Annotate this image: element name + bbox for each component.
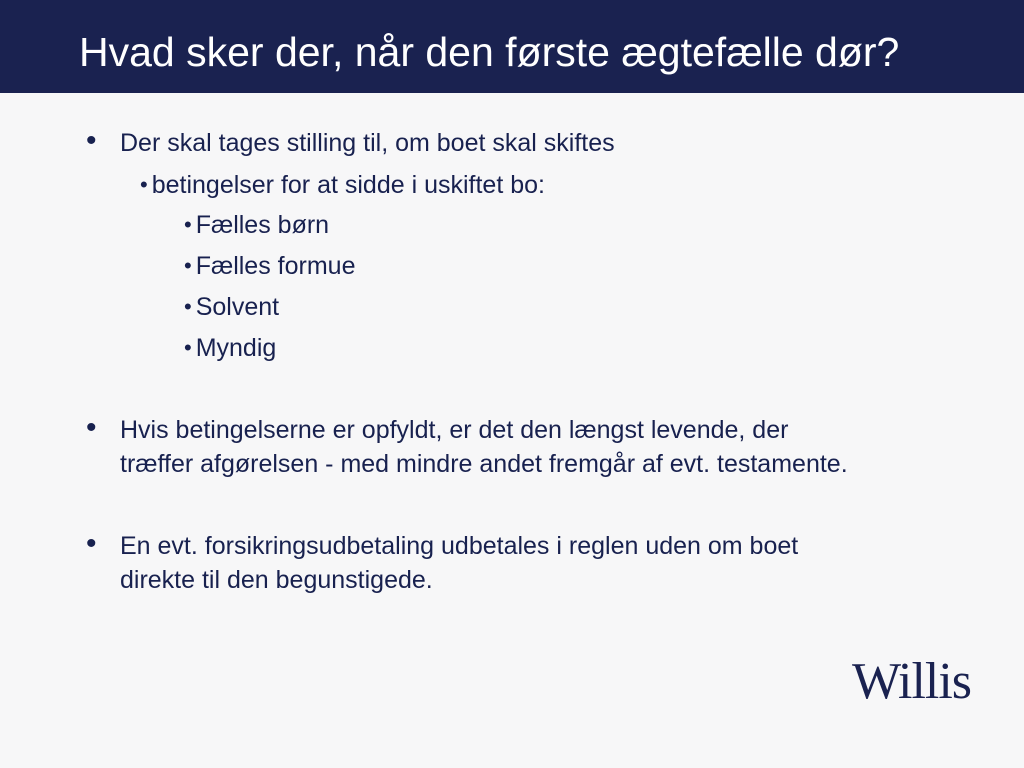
- bullet-dot-icon: •: [86, 527, 97, 560]
- sub-sub-bullet-dot-icon: •: [184, 212, 192, 237]
- sub-sub-bullet-item: [184, 249, 355, 284]
- bullet-item-1: [86, 124, 615, 160]
- sub-sub-bullet-text: Myndig: [195, 334, 277, 362]
- sub-sub-bullet-dot-icon: •: [184, 294, 192, 319]
- sub-sub-bullet-dot-icon: •: [184, 335, 192, 360]
- bullet-text: Der skal tages stilling til, om boet skal skiftes: [120, 129, 615, 157]
- bullet-item-3: [86, 527, 799, 597]
- title-bar: [0, 0, 1024, 93]
- sub-sub-bullet-item: [184, 331, 276, 366]
- bullet-dot-icon: •: [86, 411, 97, 444]
- bullet-item-2: [86, 411, 848, 481]
- willis-logo: Willis: [852, 653, 972, 710]
- bullet-text-line: direkte til den begunstigede.: [120, 566, 433, 594]
- bullet-dot-icon: •: [86, 124, 97, 157]
- sub-bullet-dot-icon: •: [140, 172, 148, 197]
- slide-title: Hvad sker der, når den første ægtefælle dør?: [79, 29, 900, 75]
- sub-bullet-text: betingelser for at sidde i uskiftet bo:: [151, 171, 545, 199]
- sub-sub-bullet-text: Fælles formue: [195, 252, 356, 280]
- bullet-text-line: Hvis betingelserne er opfyldt, er det den længst levende, der: [120, 416, 789, 444]
- bullet-text-line: træffer afgørelsen - med mindre andet fremgår af evt. testamente.: [120, 450, 848, 478]
- sub-sub-bullet-text: Solvent: [195, 293, 280, 321]
- sub-bullet-item: [140, 168, 545, 203]
- sub-sub-bullet-item: [184, 290, 279, 325]
- sub-sub-bullet-text: Fælles børn: [195, 211, 330, 239]
- sub-sub-bullet-item: [184, 208, 329, 243]
- sub-sub-bullet-dot-icon: •: [184, 253, 192, 278]
- bullet-text-line: En evt. forsikringsudbetaling udbetales i reglen uden om boet: [120, 532, 799, 560]
